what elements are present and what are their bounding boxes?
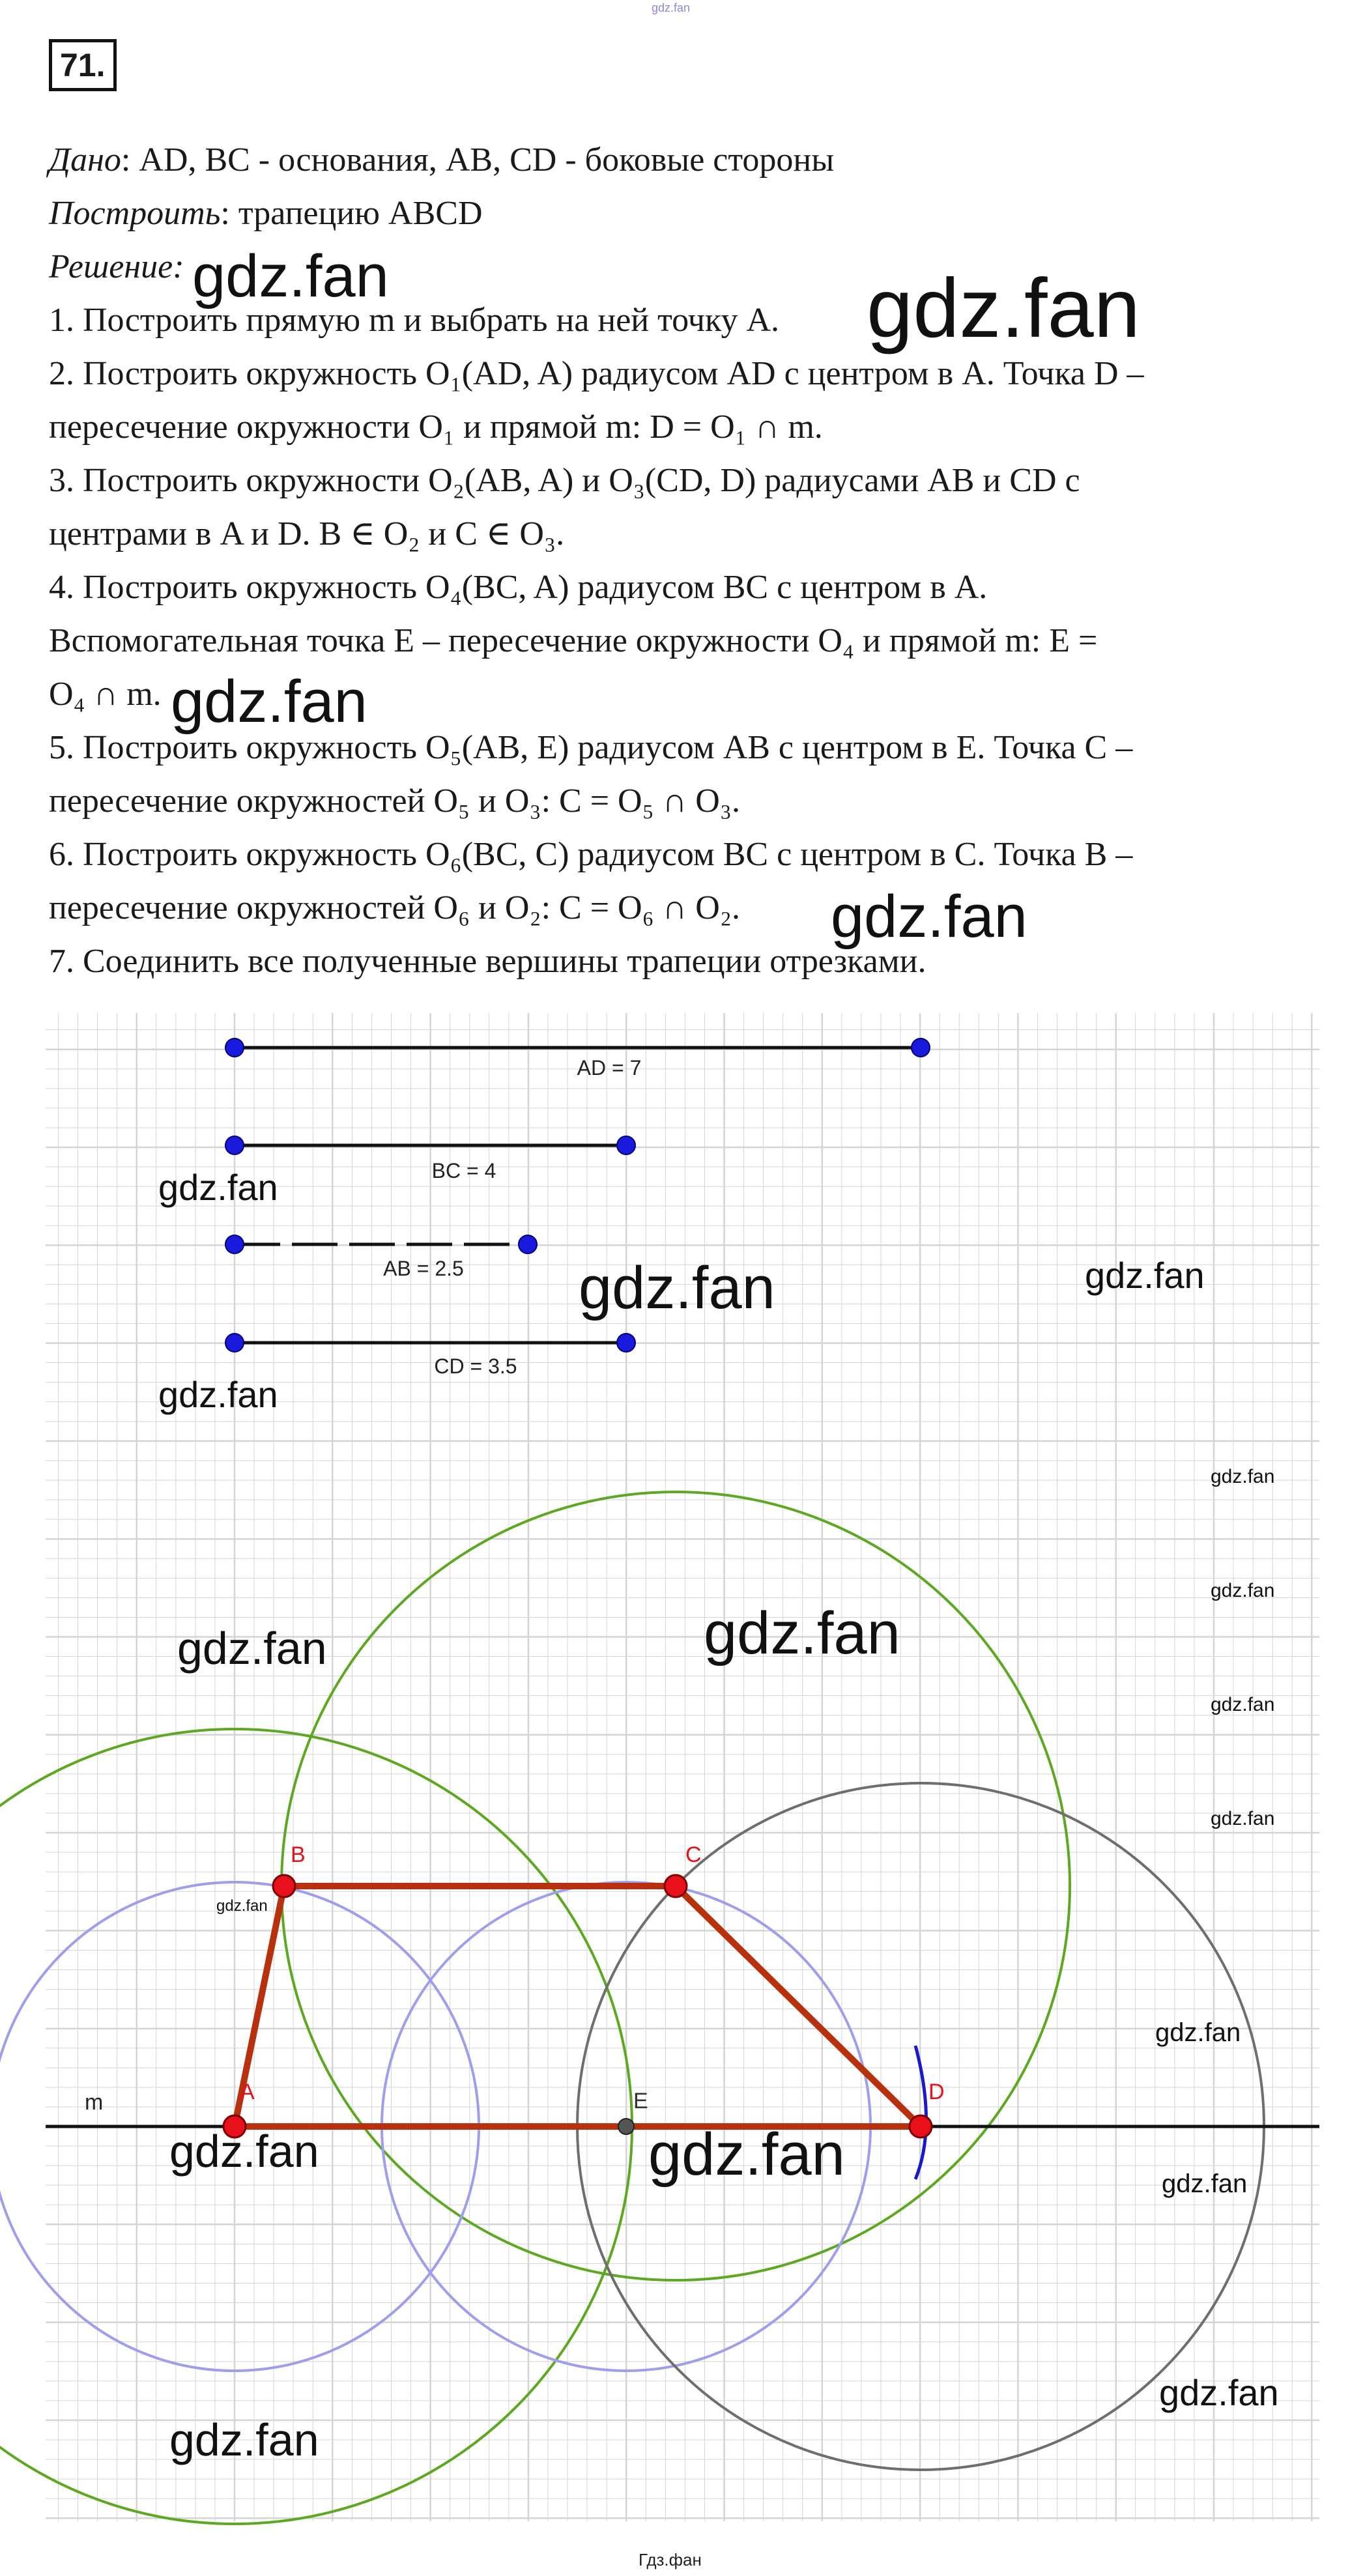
step-line: пересечение окружностей O₆ и O₂: C = O₆ ∩ O₂. [49,889,740,926]
footer-text: Гдз.фан [639,2550,702,2569]
step-line: O₄ ∩ m. [49,676,162,713]
step-line: 3. Построить окружности O₂(AB, A) и O₃(CD, D) радиусами AB и CD с [49,462,1080,499]
step-line: Вспомогательная точка E – пересечение окружности O₄ и прямой m: E = [49,622,1098,659]
watermark: gdz.fan [158,1167,278,1208]
label-c: C [685,1842,702,1867]
watermark: gdz.fan [1155,2018,1241,2047]
step-line: 5. Построить окружность O₅(AB, E) радиусом AB с центром в E. Точка C – [49,729,1133,766]
construct-label: Построить [49,195,221,232]
watermark: gdz.fan [169,2126,319,2177]
point-c [665,1875,687,1897]
segment-bc-label: BC = 4 [431,1159,496,1182]
segment-ad [225,1038,930,1080]
watermark-small: gdz.fan [1211,1694,1275,1715]
watermark: gdz.fan [831,883,1027,950]
given-text: : AD, BC - основания, AB, CD - боковые стороны [121,141,835,179]
watermark: gdz.fan [158,1374,278,1415]
watermark: gdz.fan [171,668,367,735]
label-a: A [240,2080,255,2104]
step-line: 1. Построить прямую m и выбрать на ней точку A. [49,302,780,339]
segment-cd-label: CD = 3.5 [434,1354,517,1378]
solution-label: Решение [49,248,173,285]
watermark: gdz.fan [704,1600,900,1667]
step-line: 7. Соединить все полученные вершины трапеции отрезками. [49,943,926,980]
construct-text: : трапецию ABCD [220,195,483,232]
label-e: E [633,2089,648,2113]
watermark: gdz.fan [648,2121,845,2188]
label-d: D [928,2080,945,2104]
watermark-small: gdz.fan [1211,1808,1275,1829]
solution-colon: : [173,248,184,285]
point-e [618,2119,634,2134]
watermark: gdz.fan [177,1623,327,1674]
step-line: 4. Построить окружность O₄(BC, A) радиусом BC с центром в A. [49,569,988,606]
step-line: 2. Построить окружность O₁(AD, A) радиусом AD с центром в A. Точка D – [49,355,1144,392]
given-segments [225,1038,930,1378]
given-label: Дано [49,141,121,179]
step-line: пересечение окружностей O₅ и O₃: C = O₅ ∩ O₃. [49,782,740,820]
segment-ad-label: AD = 7 [577,1056,642,1080]
line-m-label: m [85,2090,104,2115]
step-line: пересечение окружности O₁ и прямой m: D = O₁ ∩ m. [49,408,823,446]
watermark: gdz.fan [1162,2169,1248,2198]
watermark: gdz.fan [579,1255,775,1321]
watermark: gdz.fan [867,262,1140,355]
point-b [273,1875,295,1897]
watermark: gdz.fan [192,243,389,309]
watermark-small: gdz.fan [216,1897,268,1915]
watermark: gdz.fan [1085,1255,1205,1296]
step-line: центрами в A и D. B ∈ O₂ и C ∈ O₃. [49,515,565,552]
exercise-number: 71. [49,39,117,91]
label-b: B [291,1842,306,1867]
top-watermark: gdz.fan [652,1,691,14]
step-line: 6. Построить окружность O₆(BC, C) радиусом BC с центром в C. Точка B – [49,836,1133,873]
watermark-small: gdz.fan [1211,1466,1275,1487]
segment-ab-label: AB = 2.5 [383,1257,464,1280]
watermark: gdz.fan [1159,2372,1279,2413]
watermark-small: gdz.fan [1211,1580,1275,1601]
watermark: gdz.fan [169,2414,319,2465]
segment-ab [225,1235,537,1280]
point-d [910,2115,932,2138]
